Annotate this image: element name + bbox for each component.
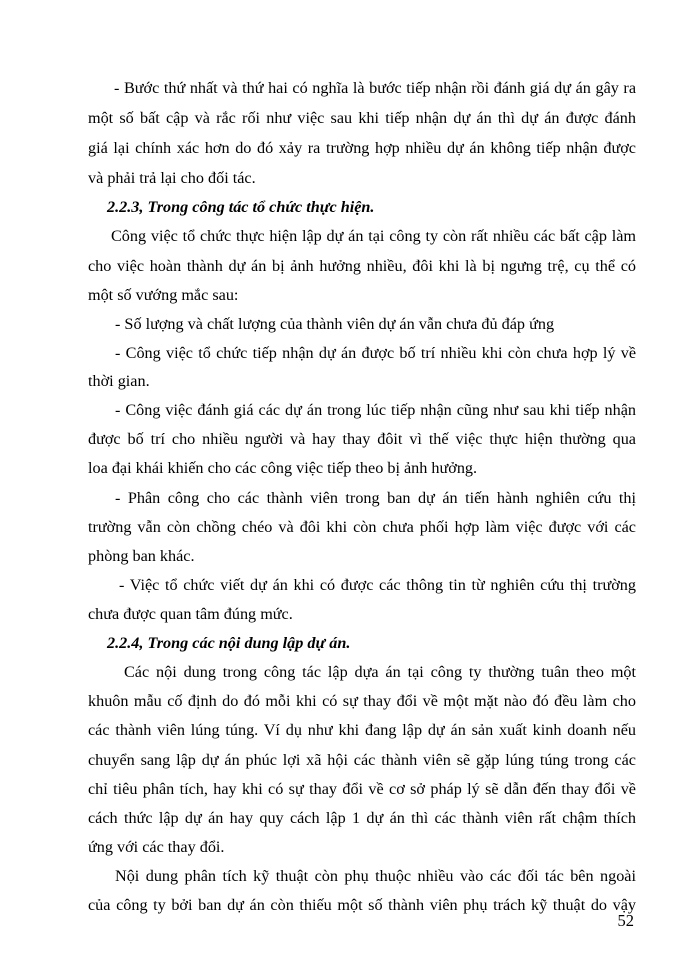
text-line: - Công việc tổ chức tiếp nhận dự án được bố trí nhiều khi còn chưa hợp lý về [115, 344, 636, 362]
text-line: loa đại khái khiến cho các công việc tiếp theo bị ảnh hưởng. [88, 459, 478, 477]
text-line: Nội dung phân tích kỹ thuật còn phụ thuộc nhiều vào các đối tác bên ngoài [115, 867, 636, 885]
text-line: trường vẫn còn chồng chéo và đôi khi còn chưa phối hợp làm việc được với các [88, 518, 636, 536]
text-line: Công việc tổ chức thực hiện lập dự án tại công ty còn rất nhiều các bất cập làm [111, 227, 636, 245]
section-heading: 2.2.3, Trong công tác tổ chức thực hiện. [107, 198, 375, 216]
text-line: - Phân công cho các thành viên trong ban dự án tiến hành nghiên cứu thị [115, 489, 636, 507]
text-line: và phải trả lại cho đối tác. [88, 169, 256, 187]
text-line: một số bất cập và rắc rối như việc sau khi tiếp nhận dự án thì dự án được đánh [88, 109, 636, 127]
text-line: một số vướng mắc sau: [88, 286, 239, 304]
text-line: chuyển sang lập dự án phúc lợi xã hội các thành viên sẽ gặp lúng túng trong các [88, 751, 636, 769]
text-line: ứng với các thay đổi. [88, 838, 225, 856]
text-line: - Số lượng và chất lượng của thành viên dự án vẫn chưa đủ đáp ứng [115, 315, 555, 333]
text-line: - Việc tổ chức viết dự án khi có được các thông tin từ nghiên cứu thị trường [119, 576, 636, 594]
page-number: 52 [617, 911, 634, 930]
text-line: - Công việc đánh giá các dự án trong lúc tiếp nhận cũng như sau khi tiếp nhận [115, 401, 636, 419]
text-line: cho việc hoàn thành dự án bị ảnh hưởng nhiều, đôi khi là bị ngưng trệ, cụ thể có [88, 257, 636, 275]
text-line: được bố trí cho nhiều người và hay thay đôit vì thế việc thực hiện thường qua [88, 430, 636, 448]
text-line: thời gian. [88, 372, 150, 390]
text-line: Các nội dung trong công tác lập dựa án tại công ty thường tuân theo một [124, 663, 636, 681]
text-line: - Bước thứ nhất và thứ hai có nghĩa là bước tiếp nhận rồi đánh giá dự án gây ra [114, 79, 636, 97]
text-line: khuôn mẫu cố định do đó mỗi khi có sự thay đổi về một mặt nào đó đều làm cho [88, 692, 636, 710]
text-line: chưa được quan tâm đúng mức. [88, 605, 293, 623]
text-line: các thành viên lúng túng. Ví dụ như khi đang lập dự án sản xuất kinh doanh nếu [88, 721, 636, 739]
section-heading: 2.2.4, Trong các nội dung lập dự án. [107, 634, 351, 652]
text-line: cách thức lập dự án hay quy cách lập 1 dự án thì các thành viên rất chậm thích [88, 809, 636, 827]
text-line: giá lại chính xác hơn do đó xảy ra trường hợp nhiều dự án không tiếp nhận được [88, 139, 636, 157]
text-line: chỉ tiêu phân tích, hay khi có sự thay đổi về cơ sở pháp lý sẽ dẫn đến thay đổi về [88, 780, 636, 798]
text-line: của công ty bởi ban dự án còn thiếu một số thành viên phụ trách kỹ thuật do vậy [88, 896, 636, 914]
text-line: phòng ban khác. [88, 547, 195, 565]
